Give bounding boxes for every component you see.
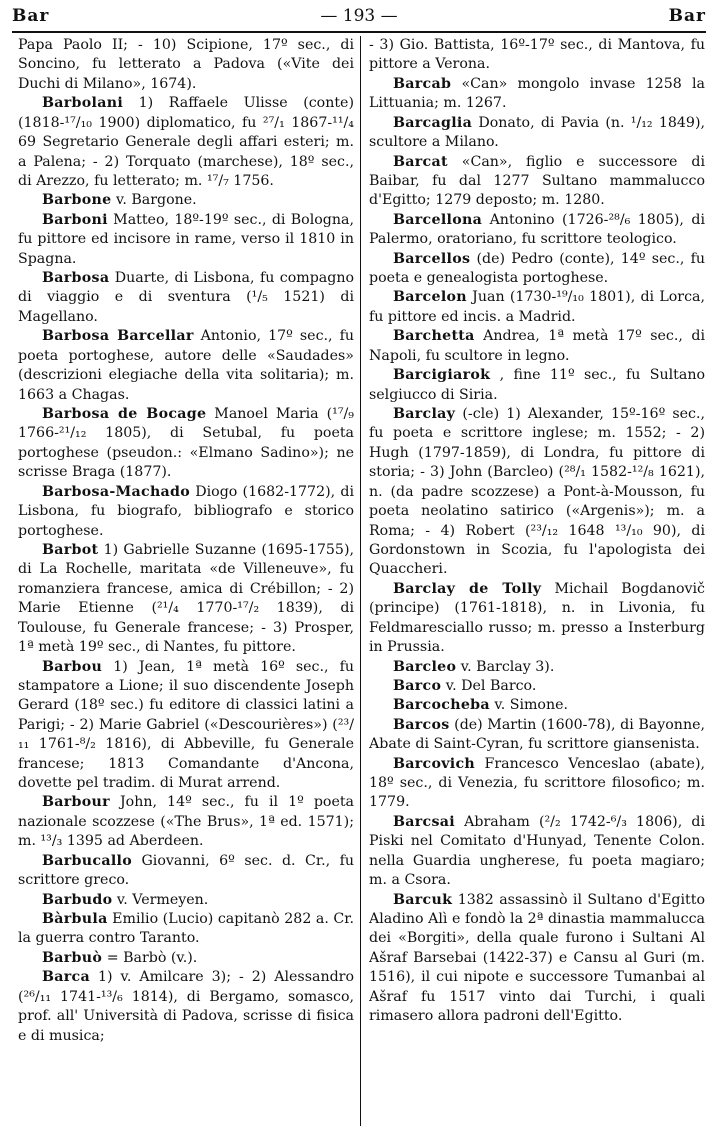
entry-headword: Barclay de Tolly — [393, 580, 542, 597]
entry-headword: Barbour — [42, 794, 110, 811]
entry-text: v. Barclay 3). — [460, 658, 555, 675]
entry-headword: Barboni — [42, 211, 108, 228]
column-divider — [360, 36, 361, 1126]
entry-text: , fine 11º sec., fu Sultano selgiucco di Siria. — [369, 367, 705, 403]
dictionary-entry — [369, 75, 705, 114]
entry-text: Antonino (1726-²⁸/₆ 1805), di Palermo, oratoriano, fu scrittore teologico. — [369, 211, 705, 248]
dictionary-entry — [18, 211, 354, 269]
entry-text: v. Vermeyen. — [116, 891, 209, 908]
entry-text: Francesco Venceslao (abate), 18º sec., di Venezia, fu scrittore filosofico; m. 1779. — [369, 755, 705, 811]
entry-text: John, 14º sec., fu il 1º poeta nazionale scozzese («The Brus», 1ª ed. 1571); m. ¹³/₃ 1395 ad Aberdeen. — [18, 794, 354, 850]
dictionary-entry — [18, 949, 354, 968]
entry-headword: Barcab — [393, 75, 452, 92]
dictionary-entry — [369, 891, 705, 1027]
entry-text: 1) v. Amilcare 3); - 2) Alessandro (²⁶/₁₁ 1741-¹³/₆ 1814), di Bergamo, somasco, prof. all' Università di Padova, scrisse di fisica e di musica; — [18, 969, 354, 1044]
entry-headword: Barbosa-Machado — [42, 483, 191, 500]
dictionary-entry — [18, 191, 354, 210]
entry-headword: Barcelon — [393, 289, 467, 306]
dictionary-entry — [18, 968, 354, 1046]
entry-headword: Bàrbula — [42, 910, 108, 927]
entry-headword: Barcsai — [393, 813, 455, 830]
entry-text: Michail Bogdanovič (principe) (1761-1818), n. in Livonia, fu Feldmaresciallo russo; m. presso a Insterburg in Prussia. — [369, 580, 705, 656]
entry-headword: Barchetta — [393, 328, 475, 345]
dictionary-entry — [18, 327, 354, 405]
dictionary-entry — [369, 580, 705, 658]
entry-headword: Barbou — [42, 658, 103, 675]
dictionary-entry — [369, 658, 705, 677]
entry-headword: Barbot — [42, 541, 99, 558]
entry-text: v. Simone. — [494, 697, 569, 714]
dictionary-entry — [369, 153, 705, 211]
entry-headword: Barcellos — [393, 250, 471, 267]
entry-text: Juan (1730-¹⁹/₁₀ 1801), di Lorca, fu pittore ed incis. a Madrid. — [369, 289, 705, 325]
entry-headword: Barbucallo — [42, 852, 132, 869]
entry-headword: Barcos — [393, 716, 450, 733]
entry-text: Abraham (²/₂ 1742-⁶/₃ 1806), di Piski nel Comitato d'Hunyad, Tenente Colon. nella Guardia ungherese, fu poeta magiaro; m. a Csora. — [369, 813, 705, 889]
entry-text: (de) Pedro (conte), 14º sec., fu poeta e genealogista portoghese. — [369, 250, 705, 287]
entry-text: v. Bargone. — [116, 192, 197, 209]
entry-headword: Barclay — [393, 406, 456, 423]
entry-text: = Barbò (v.). — [106, 949, 198, 966]
entry-text: (de) Martin (1600-78), di Bayonne, Abate di Saint-Cyran, fu scrittore giansenista. — [369, 716, 705, 753]
dictionary-entry — [369, 327, 705, 366]
entry-headword: Barbosa de Bocage — [42, 406, 207, 423]
entry-headword: Barcuk — [393, 891, 453, 908]
dictionary-entry — [369, 696, 705, 715]
entry-headword: Barcocheba — [393, 697, 490, 714]
dictionary-entry — [18, 852, 354, 891]
page-header — [12, 4, 706, 28]
dictionary-entry — [18, 658, 354, 794]
entry-text: Manoel Maria (¹⁷/₉ 1766-²¹/₁₂ 1805), di Setubal, fu poeta portoghese (pseudon.: «Elmano Sadino»); ne scrisse Braga (1877). — [18, 406, 354, 481]
entry-text: v. Del Barco. — [445, 677, 537, 694]
dictionary-entry — [18, 36, 354, 94]
entry-headword: Barbone — [42, 192, 112, 209]
dictionary-entry — [18, 269, 354, 327]
entry-headword: Barcellona — [393, 211, 483, 228]
header-rule — [12, 31, 706, 33]
entry-headword: Barcleo — [393, 658, 457, 675]
dictionary-entry — [369, 288, 705, 327]
page-number: — 193 — — [320, 6, 398, 26]
entry-text: Duarte, di Lisbona, fu compagno di viaggio e di sventura (¹/₅ 1521) di Magellano. — [18, 270, 354, 325]
entry-text: «Can», figlio e successore di Baibar, fu dal 1277 Sultano mammalucco d'Egitto; 1279 deposto; m. 1280. — [369, 153, 705, 209]
entry-text: Giovanni, 6º sec. d. Cr., fu scrittore greco. — [18, 852, 354, 889]
entry-headword: Barcigiarok — [393, 367, 491, 384]
dictionary-entry — [369, 405, 705, 580]
entry-text: Andrea, 1ª metà 17º sec., di Napoli, fu scultore in legno. — [369, 328, 705, 364]
entry-text: - 3) Gio. Battista, 16º-17º sec., di Mantova, fu pittore a Verona. — [369, 37, 705, 73]
dictionary-entry — [18, 483, 354, 541]
dictionary-entry — [18, 910, 354, 949]
entry-headword: Barbolani — [42, 95, 124, 112]
dictionary-entry — [369, 36, 705, 75]
entry-text: Diogo (1682-1772), di Lisbona, fu biografo, bibliografo e storico portoghese. — [18, 483, 354, 539]
left-column — [18, 36, 354, 1128]
dictionary-entry — [18, 405, 354, 483]
entry-text: «Can» mongolo invase 1258 la Littuania; m. 1267. — [369, 75, 705, 112]
header-right-guideword: Bar — [668, 6, 706, 26]
entry-headword: Barbosa Barcellar — [42, 328, 194, 345]
entry-text: 1) Raffaele Ulisse (conte) (1818-¹⁷/₁₀ 1900) diplomatico, fu ²⁷/₁ 1867-¹¹/₄ 69 Segretario Generale degli affari esteri; m. a Palena; - 2) Torquato (marchese), 18º sec., di Arezzo, fu letterato; m. ¹⁷/₇ 1756. — [18, 95, 354, 189]
dictionary-entry — [18, 793, 354, 851]
entry-text: Antonio, 17º sec., fu poeta portoghese, autore delle «Saudades» (descrizioni elegiache della vita solitaria); m. 1663 a Chagas. — [18, 328, 354, 403]
dictionary-entry — [369, 755, 705, 813]
entry-headword: Barbuò — [42, 949, 103, 966]
dictionary-entry — [369, 114, 705, 153]
entry-headword: Barbosa — [42, 270, 110, 287]
entry-text: Matteo, 18º-19º sec., di Bologna, fu pittore ed incisore in rame, verso il 1810 in Spagna. — [18, 211, 354, 267]
dictionary-entry — [18, 94, 354, 191]
dictionary-entry — [369, 716, 705, 755]
dictionary-entry — [369, 250, 705, 289]
entry-headword: Barcaglia — [393, 114, 473, 131]
dictionary-entry — [369, 366, 705, 405]
header-left-guideword: Bar — [12, 6, 50, 26]
entry-headword: Barco — [393, 677, 442, 694]
entry-text: Papa Paolo II; - 10) Scipione, 17º sec., di Soncino, fu letterato a Padova («Vite dei Duchi di Milano», 1674). — [18, 37, 354, 92]
dictionary-entry — [369, 813, 705, 891]
entry-text: (-cle) 1) Alexander, 15º-16º sec., fu poeta e scrittore inglese; m. 1552; - 2) Hugh (1797-1859), di Londra, fu pittore di storia; - 3) John (Barcleo) (²⁸/₁ 1582-¹²/₈ 1621), n. (da padre scozzese) a Pont-à-Mousson, fu poeta neolatino satirico («Argenis»); m. a Roma; - 4) Robert (²³/₁₂ 1648 ¹³/₁₀ 90), di Gordonstown in Scozia, fu l'apologista dei Quaccheri. — [369, 406, 705, 578]
entry-text: 1382 assassinò il Sultano d'Egitto Aladino Alì e fondò la 2ª dinastia mammalucca dei «Borgiti», della quale furono i Sultani Al Ašraf Barsebai (1422-37) e Cansu al Guri (m. 1516), il cui nipote e successore Tumanbai al Ašraf fu 1517 vinto dai Turchi, i quali rimasero allora padroni dell'Egitto. — [369, 891, 705, 1025]
dictionary-entry — [369, 211, 705, 250]
entry-text: Emilio (Lucio) capitanò 282 a. Cr. la guerra contro Taranto. — [18, 910, 354, 947]
dictionary-entry — [18, 541, 354, 658]
entry-headword: Barcat — [393, 153, 448, 170]
dictionary-entry — [18, 891, 354, 910]
right-column — [369, 36, 705, 1128]
entry-text: 1) Gabrielle Suzanne (1695-1755), di La Rochelle, maritata «de Villeneuve», fu romanziera francese, amica di Crébillon; - 2) Marie Etienne (²¹/₄ 1770-¹⁷/₂ 1839), di Toulouse, fu Generale francese; - 3) Prosper, 1ª metà 19º sec., di Nantes, fu pittore. — [18, 541, 354, 656]
entry-headword: Barcovich — [393, 755, 476, 772]
entry-text: Donato, di Pavia (n. ¹/₁₂ 1849), scultore a Milano. — [369, 114, 705, 151]
entry-headword: Barca — [42, 969, 90, 986]
entry-text: 1) Jean, 1ª metà 16º sec., fu stampatore a Lione; il suo discendente Joseph Gerard (18º sec.) fu editore di classici latini a Parigi; - 2) Marie Gabriel («Descourières») (²³/₁₁ 1761-⁸/₂ 1816), di Abbeville, fu Generale francese; 1813 Comandante d'Ancona, dovette pel tradim. di Murat arrend. — [18, 658, 354, 792]
entry-headword: Barbudo — [42, 891, 113, 908]
dictionary-entry — [369, 677, 705, 696]
